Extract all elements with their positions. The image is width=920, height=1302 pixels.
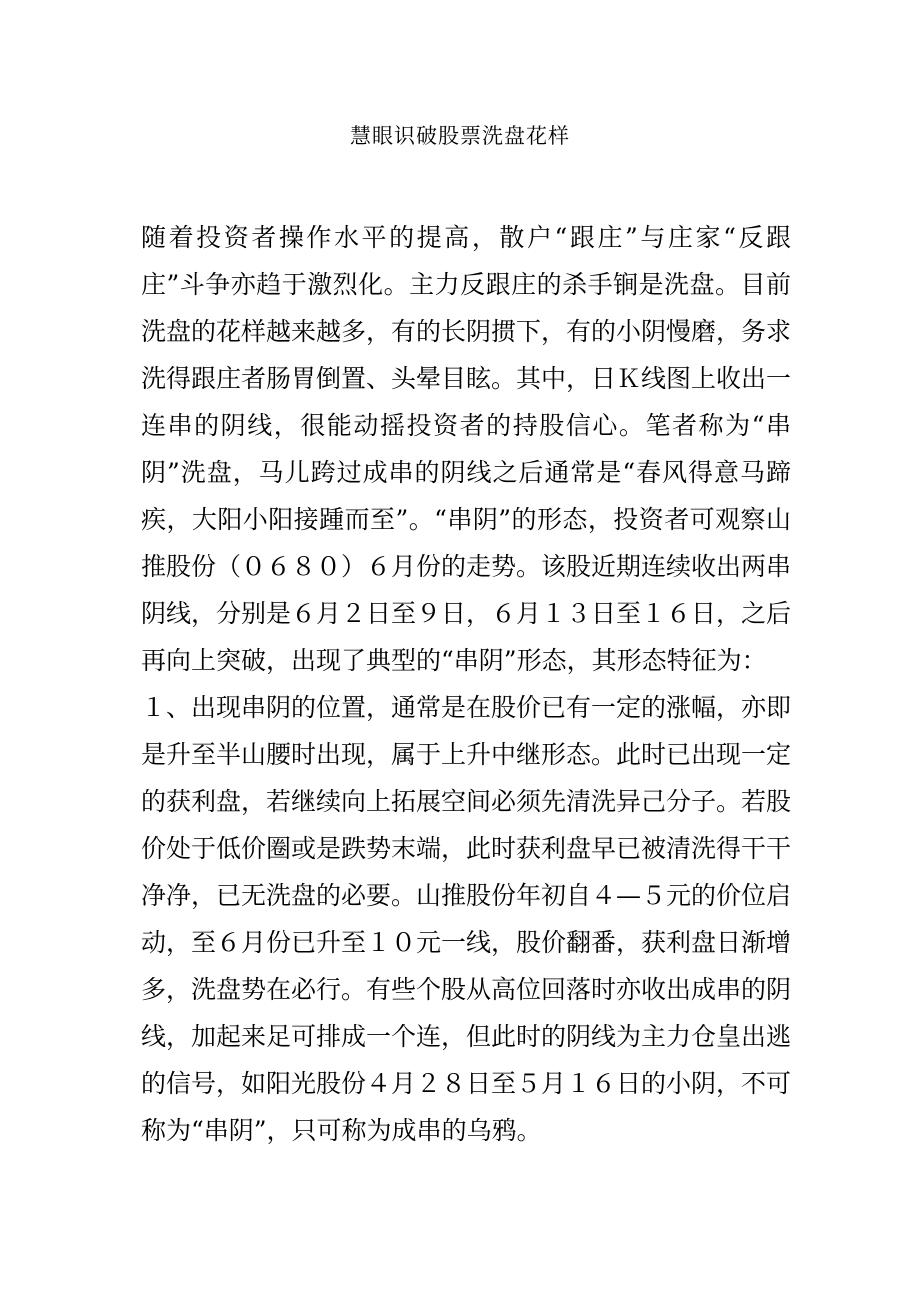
paragraph-feature-1: １、出现串阴的位置，通常是在股价已有一定的涨幅，亦即是升至半山腰时出现，属于上升中继形态。此时已出现一定的获利盘，若继续向上拓展空间必须先清洗异己分子。若股价处于低价圈或是跌势末端，此时获利盘早已被清洗得干干净净，已无洗盘的必要。山推股份年初自４—５元的价位启动，至６月份已升至１０元一线，股价翻番，获利盘日渐增多，洗盘势在必行。有些个股从高位回落时亦收出成串的阴线，加起来足可排成一个连，但此时的阴线为主力仓皇出逃的信号，如阳光股份４月２８日至５月１６日的小阴，不可称为“串阴”，只可称为成串的乌鸦。 (141, 693, 792, 1145)
document-title: 慧眼识破股票洗盘花样 (350, 124, 570, 148)
document-body (141, 214, 791, 1154)
paragraph-intro: 随着投资者操作水平的提高，散户“跟庄”与庄家“反跟庄”斗争亦趋于激烈化。主力反跟庄的杀手锏是洗盘。目前洗盘的花样越来越多，有的长阴掼下，有的小阴慢磨，务求洗得跟庄者肠胃倒置、头晕目眩。其中，日Ｋ线图上收出一连串的阴线，很能动摇投资者的持股信心。笔者称为“串阴”洗盘，马儿跨过成串的阴线之后通常是“春风得意马蹄疾，大阳小阳接踵而至”。“串阴”的形态，投资者可观察山推股份（０６８０）６月份的走势。该股近期连续收出两串阴线，分别是６月２日至９日，６月１３日至１６日，之后再向上突破，出现了典型的“串阴”形态，其形态特征为： (141, 223, 792, 675)
